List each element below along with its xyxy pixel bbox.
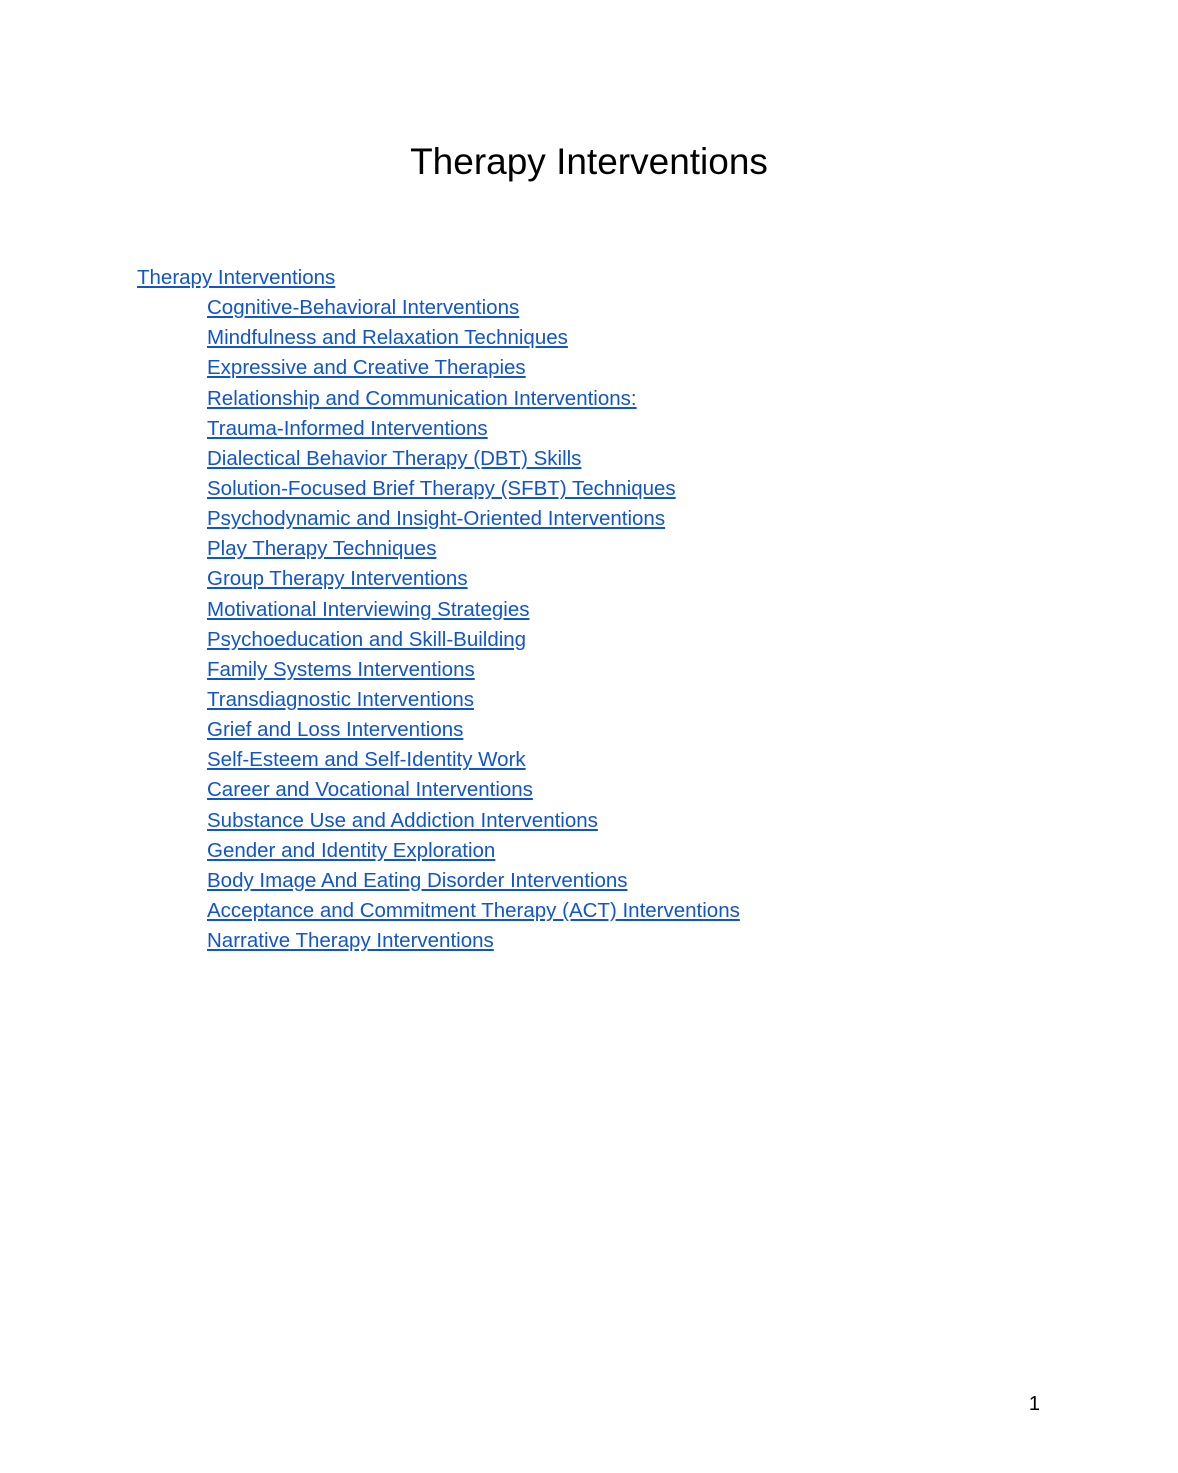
document-title: Therapy Interventions — [410, 141, 768, 182]
toc-entry — [0, 866, 1178, 896]
toc-entry — [0, 564, 1178, 594]
toc-link-narrative-therapy[interactable]: Narrative Therapy Interventions — [207, 929, 494, 953]
toc-link-act[interactable]: Acceptance and Commitment Therapy (ACT) Interventions — [207, 898, 740, 922]
toc-entry — [0, 474, 1178, 504]
toc-link-psychoeducation[interactable]: Psychoeducation and Skill-Building — [207, 627, 527, 651]
toc-entry — [0, 685, 1178, 715]
toc-entry — [0, 655, 1178, 685]
toc-entry — [0, 896, 1178, 926]
toc-link-group-therapy[interactable]: Group Therapy Interventions — [207, 567, 468, 591]
toc-link-self-esteem[interactable]: Self-Esteem and Self-Identity Work — [207, 748, 526, 772]
toc-link-play-therapy[interactable]: Play Therapy Techniques — [207, 537, 437, 561]
toc-link-family-systems[interactable]: Family Systems Interventions — [207, 657, 475, 681]
toc-entry — [0, 775, 1178, 805]
toc-entry — [0, 534, 1178, 564]
toc-entry — [0, 293, 1178, 323]
toc-link-mindfulness[interactable]: Mindfulness and Relaxation Techniques — [207, 326, 568, 350]
toc-link-sfbt[interactable]: Solution-Focused Brief Therapy (SFBT) Techniques — [207, 476, 676, 500]
toc-link-career-vocational[interactable]: Career and Vocational Interventions — [207, 778, 533, 802]
toc-entry — [0, 384, 1178, 414]
table-of-contents — [0, 263, 1178, 956]
toc-link-grief-loss[interactable]: Grief and Loss Interventions — [207, 718, 464, 742]
toc-entry — [0, 806, 1178, 836]
toc-entry — [0, 745, 1178, 775]
toc-entry — [0, 353, 1178, 383]
toc-link-body-image[interactable]: Body Image And Eating Disorder Interventions — [207, 868, 628, 892]
toc-entry — [0, 595, 1178, 625]
toc-entry — [0, 836, 1178, 866]
toc-link-motivational-interviewing[interactable]: Motivational Interviewing Strategies — [207, 597, 530, 621]
toc-link-psychodynamic[interactable]: Psychodynamic and Insight-Oriented Interventions — [207, 507, 666, 531]
toc-link-expressive[interactable]: Expressive and Creative Therapies — [207, 356, 526, 380]
toc-link-relationship[interactable]: Relationship and Communication Interventions: — [207, 386, 637, 410]
toc-entry-therapy-interventions — [0, 263, 1178, 293]
toc-link-cognitive-behavioral[interactable]: Cognitive-Behavioral Interventions — [207, 296, 520, 320]
toc-link-dbt[interactable]: Dialectical Behavior Therapy (DBT) Skills — [207, 446, 582, 470]
toc-entry — [0, 504, 1178, 534]
toc-link-transdiagnostic[interactable]: Transdiagnostic Interventions — [207, 687, 475, 711]
toc-link-therapy-interventions[interactable]: Therapy Interventions — [137, 266, 336, 289]
toc-link-gender-identity[interactable]: Gender and Identity Exploration — [207, 838, 496, 862]
toc-entry — [0, 323, 1178, 353]
toc-entry — [0, 625, 1178, 655]
page-number: 1 — [1028, 1393, 1040, 1415]
toc-entry — [0, 715, 1178, 745]
toc-entry — [0, 414, 1178, 444]
toc-entry — [0, 444, 1178, 474]
toc-entry — [0, 926, 1178, 956]
toc-link-trauma-informed[interactable]: Trauma-Informed Interventions — [207, 416, 488, 440]
toc-link-substance-use[interactable]: Substance Use and Addiction Interventions — [207, 808, 598, 832]
